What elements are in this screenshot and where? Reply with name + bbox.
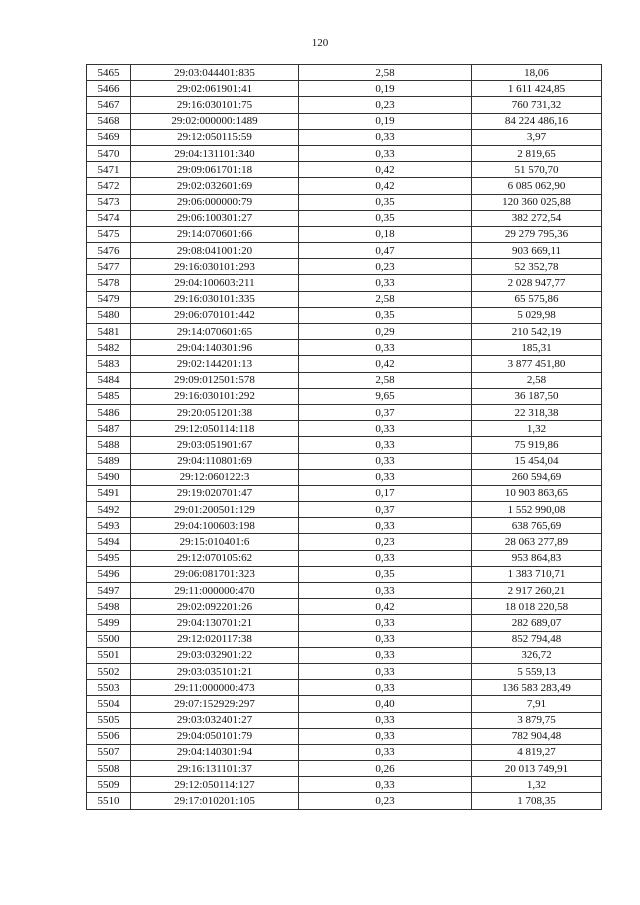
value-cell: 36 187,50 [472,388,602,404]
table-row [87,404,602,420]
coefficient-cell: 0,42 [299,178,472,194]
value-cell: 29 279 795,36 [472,226,602,242]
row-number-cell: 5497 [87,583,131,599]
row-number-cell: 5500 [87,631,131,647]
cadastral-number-cell: 29:06:000000:79 [131,194,299,210]
value-cell: 2,58 [472,372,602,388]
row-number-cell: 5478 [87,275,131,291]
value-cell: 52 352,78 [472,259,602,275]
row-number-cell: 5484 [87,372,131,388]
value-cell: 260 594,69 [472,469,602,485]
coefficient-cell: 0,33 [299,744,472,760]
cadastral-number-cell: 29:03:032401:27 [131,712,299,728]
row-number-cell: 5471 [87,162,131,178]
cadastral-number-cell: 29:06:070101:442 [131,307,299,323]
value-cell: 6 085 062,90 [472,178,602,194]
table-row [87,793,602,809]
row-number-cell: 5473 [87,194,131,210]
table-row [87,696,602,712]
cadastral-number-cell: 29:02:144201:13 [131,356,299,372]
value-cell: 84 224 486,16 [472,113,602,129]
coefficient-cell: 0,33 [299,615,472,631]
value-cell: 65 575,86 [472,291,602,307]
cadastral-number-cell: 29:16:030101:335 [131,291,299,307]
row-number-cell: 5488 [87,437,131,453]
coefficient-cell: 0,33 [299,631,472,647]
coefficient-cell: 0,33 [299,712,472,728]
row-number-cell: 5501 [87,647,131,663]
value-cell: 903 669,11 [472,243,602,259]
value-cell: 1,32 [472,777,602,793]
coefficient-cell: 0,35 [299,194,472,210]
table-row [87,291,602,307]
table-row [87,81,602,97]
table-row [87,210,602,226]
table-row [87,744,602,760]
table-row [87,388,602,404]
value-cell: 2 819,65 [472,145,602,161]
value-cell: 185,31 [472,340,602,356]
coefficient-cell: 0,42 [299,356,472,372]
value-cell: 326,72 [472,647,602,663]
row-number-cell: 5498 [87,599,131,615]
coefficient-cell: 0,33 [299,647,472,663]
value-cell: 3,97 [472,129,602,145]
value-cell: 10 903 863,65 [472,485,602,501]
table-row [87,145,602,161]
row-number-cell: 5480 [87,307,131,323]
row-number-cell: 5475 [87,226,131,242]
coefficient-cell: 0,33 [299,437,472,453]
cadastral-number-cell: 29:04:140301:96 [131,340,299,356]
value-cell: 75 919,86 [472,437,602,453]
cadastral-number-cell: 29:11:000000:470 [131,583,299,599]
row-number-cell: 5470 [87,145,131,161]
row-number-cell: 5481 [87,324,131,340]
coefficient-cell: 0,26 [299,761,472,777]
cadastral-number-cell: 29:03:051901:67 [131,437,299,453]
value-cell: 1 552 990,08 [472,502,602,518]
table-row [87,129,602,145]
value-cell: 20 013 749,91 [472,761,602,777]
cadastral-number-cell: 29:12:050114:118 [131,421,299,437]
coefficient-cell: 0,33 [299,453,472,469]
cadastral-number-cell: 29:06:081701:323 [131,566,299,582]
value-cell: 782 904,48 [472,728,602,744]
table-row [87,259,602,275]
table-row [87,550,602,566]
row-number-cell: 5494 [87,534,131,550]
cadastral-number-cell: 29:17:010201:105 [131,793,299,809]
row-number-cell: 5483 [87,356,131,372]
coefficient-cell: 0,33 [299,728,472,744]
cadastral-number-cell: 29:12:020117:38 [131,631,299,647]
cadastral-number-cell: 29:16:131101:37 [131,761,299,777]
coefficient-cell: 0,33 [299,469,472,485]
cadastral-number-cell: 29:15:010401:6 [131,534,299,550]
row-number-cell: 5479 [87,291,131,307]
coefficient-cell: 0,19 [299,113,472,129]
row-number-cell: 5474 [87,210,131,226]
table-row [87,647,602,663]
value-cell: 3 877 451,80 [472,356,602,372]
cadastral-number-cell: 29:02:092201:26 [131,599,299,615]
cadastral-number-cell: 29:20:051201:38 [131,404,299,420]
coefficient-cell: 0,42 [299,162,472,178]
table-row [87,243,602,259]
value-cell: 15 454,04 [472,453,602,469]
coefficient-cell: 0,40 [299,696,472,712]
table-row [87,162,602,178]
coefficient-cell: 9,65 [299,388,472,404]
table-row [87,340,602,356]
table-row [87,178,602,194]
table-row [87,113,602,129]
table-row [87,566,602,582]
table-row [87,663,602,679]
value-cell: 852 794,48 [472,631,602,647]
row-number-cell: 5468 [87,113,131,129]
cadastral-number-cell: 29:12:070105:62 [131,550,299,566]
coefficient-cell: 0,33 [299,518,472,534]
coefficient-cell: 0,19 [299,81,472,97]
table-row [87,502,602,518]
cadastral-number-cell: 29:12:050114:127 [131,777,299,793]
row-number-cell: 5487 [87,421,131,437]
value-cell: 4 819,27 [472,744,602,760]
row-number-cell: 5477 [87,259,131,275]
coefficient-cell: 0,18 [299,226,472,242]
coefficient-cell: 0,17 [299,485,472,501]
row-number-cell: 5482 [87,340,131,356]
value-cell: 210 542,19 [472,324,602,340]
coefficient-cell: 0,33 [299,145,472,161]
coefficient-cell: 0,23 [299,793,472,809]
cadastral-number-cell: 29:03:044401:835 [131,65,299,81]
row-number-cell: 5492 [87,502,131,518]
cadastral-number-cell: 29:04:131101:340 [131,145,299,161]
coefficient-cell: 2,58 [299,372,472,388]
value-cell: 382 272,54 [472,210,602,226]
table-row [87,453,602,469]
cadastral-number-cell: 29:14:070601:66 [131,226,299,242]
coefficient-cell: 0,29 [299,324,472,340]
cadastral-number-cell: 29:19:020701:47 [131,485,299,501]
cadastral-number-cell: 29:09:061701:18 [131,162,299,178]
cadastral-number-cell: 29:04:100603:198 [131,518,299,534]
row-number-cell: 5496 [87,566,131,582]
value-cell: 120 360 025,88 [472,194,602,210]
row-number-cell: 5469 [87,129,131,145]
coefficient-cell: 0,33 [299,663,472,679]
row-number-cell: 5510 [87,793,131,809]
table-row [87,728,602,744]
row-number-cell: 5472 [87,178,131,194]
cadastral-number-cell: 29:07:152929:297 [131,696,299,712]
value-cell: 1 383 710,71 [472,566,602,582]
data-table [86,64,602,810]
row-number-cell: 5495 [87,550,131,566]
cadastral-number-cell: 29:16:030101:292 [131,388,299,404]
coefficient-cell: 0,33 [299,777,472,793]
table-row [87,437,602,453]
coefficient-cell: 0,33 [299,421,472,437]
row-number-cell: 5506 [87,728,131,744]
table-row [87,324,602,340]
coefficient-cell: 0,33 [299,129,472,145]
value-cell: 5 559,13 [472,663,602,679]
table-row [87,631,602,647]
cadastral-number-cell: 29:04:110801:69 [131,453,299,469]
table-row [87,615,602,631]
coefficient-cell: 0,42 [299,599,472,615]
cadastral-number-cell: 29:12:050115:59 [131,129,299,145]
page-number: 120 [311,37,329,49]
cadastral-number-cell: 29:16:030101:293 [131,259,299,275]
row-number-cell: 5493 [87,518,131,534]
cadastral-number-cell: 29:14:070601:65 [131,324,299,340]
coefficient-cell: 0,23 [299,534,472,550]
row-number-cell: 5505 [87,712,131,728]
coefficient-cell: 0,35 [299,210,472,226]
row-number-cell: 5485 [87,388,131,404]
table-row [87,372,602,388]
cadastral-number-cell: 29:11:000000:473 [131,680,299,696]
row-number-cell: 5486 [87,404,131,420]
value-cell: 2 917 260,21 [472,583,602,599]
value-cell: 638 765,69 [472,518,602,534]
row-number-cell: 5465 [87,65,131,81]
cadastral-number-cell: 29:02:000000:1489 [131,113,299,129]
table-row [87,761,602,777]
table-row [87,226,602,242]
coefficient-cell: 0,33 [299,583,472,599]
row-number-cell: 5490 [87,469,131,485]
table-row [87,356,602,372]
coefficient-cell: 0,33 [299,550,472,566]
value-cell: 760 731,32 [472,97,602,113]
row-number-cell: 5489 [87,453,131,469]
table-row [87,275,602,291]
table-row [87,583,602,599]
row-number-cell: 5509 [87,777,131,793]
value-cell: 22 318,38 [472,404,602,420]
coefficient-cell: 0,35 [299,566,472,582]
table-row [87,599,602,615]
coefficient-cell: 2,58 [299,291,472,307]
table-row [87,777,602,793]
coefficient-cell: 0,37 [299,404,472,420]
value-cell: 28 063 277,89 [472,534,602,550]
row-number-cell: 5508 [87,761,131,777]
value-cell: 5 029,98 [472,307,602,323]
cadastral-number-cell: 29:04:140301:94 [131,744,299,760]
value-cell: 18,06 [472,65,602,81]
cadastral-number-cell: 29:03:032901:22 [131,647,299,663]
row-number-cell: 5504 [87,696,131,712]
row-number-cell: 5467 [87,97,131,113]
coefficient-cell: 0,33 [299,275,472,291]
value-cell: 282 689,07 [472,615,602,631]
cadastral-number-cell: 29:04:100603:211 [131,275,299,291]
table-row [87,65,602,81]
table-row [87,534,602,550]
value-cell: 51 570,70 [472,162,602,178]
row-number-cell: 5476 [87,243,131,259]
cadastral-number-cell: 29:01:200501:129 [131,502,299,518]
coefficient-cell: 0,23 [299,259,472,275]
row-number-cell: 5502 [87,663,131,679]
value-cell: 3 879,75 [472,712,602,728]
table-row [87,680,602,696]
value-cell: 136 583 283,49 [472,680,602,696]
value-cell: 18 018 220,58 [472,599,602,615]
value-cell: 1,32 [472,421,602,437]
coefficient-cell: 0,47 [299,243,472,259]
cadastral-number-cell: 29:16:030101:75 [131,97,299,113]
table-row [87,97,602,113]
coefficient-cell: 0,33 [299,680,472,696]
table-row [87,712,602,728]
coefficient-cell: 0,37 [299,502,472,518]
table-row [87,307,602,323]
value-cell: 7,91 [472,696,602,712]
cadastral-number-cell: 29:03:035101:21 [131,663,299,679]
cadastral-number-cell: 29:04:130701:21 [131,615,299,631]
value-cell: 1 611 424,85 [472,81,602,97]
cadastral-number-cell: 29:06:100301:27 [131,210,299,226]
coefficient-cell: 0,23 [299,97,472,113]
cadastral-number-cell: 29:08:041001:20 [131,243,299,259]
row-number-cell: 5466 [87,81,131,97]
table-row [87,421,602,437]
value-cell: 1 708,35 [472,793,602,809]
value-cell: 2 028 947,77 [472,275,602,291]
coefficient-cell: 0,33 [299,340,472,356]
cadastral-number-cell: 29:09:012501:578 [131,372,299,388]
row-number-cell: 5499 [87,615,131,631]
table-row [87,469,602,485]
cadastral-number-cell: 29:04:050101:79 [131,728,299,744]
table-row [87,518,602,534]
row-number-cell: 5503 [87,680,131,696]
table-row [87,194,602,210]
cadastral-number-cell: 29:02:032601:69 [131,178,299,194]
coefficient-cell: 0,35 [299,307,472,323]
table-row [87,485,602,501]
coefficient-cell: 2,58 [299,65,472,81]
table-body [87,65,602,810]
row-number-cell: 5507 [87,744,131,760]
cadastral-number-cell: 29:12:060122:3 [131,469,299,485]
value-cell: 953 864,83 [472,550,602,566]
cadastral-number-cell: 29:02:061901:41 [131,81,299,97]
row-number-cell: 5491 [87,485,131,501]
